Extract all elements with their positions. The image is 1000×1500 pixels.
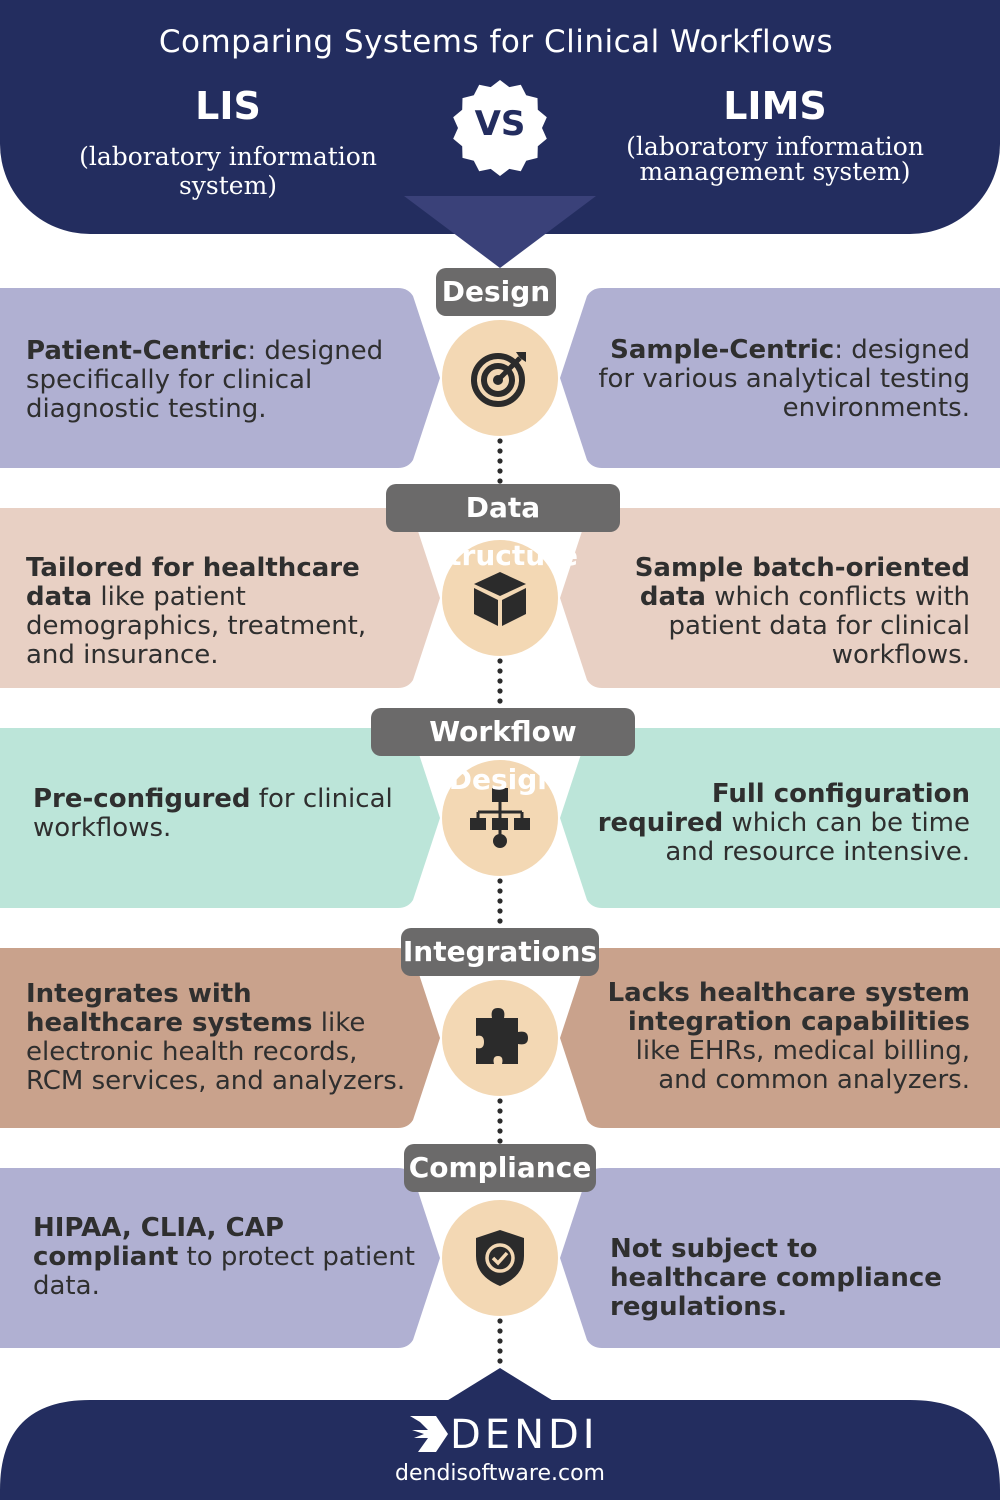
lims-detail: like EHRs, medical billing, and common analyzers. — [635, 1036, 970, 1095]
lims-description — [610, 1235, 970, 1322]
lims-detail: which conflicts with patient data for clinical workflows. — [668, 582, 970, 670]
dendi-logo-mark-icon — [406, 1414, 450, 1454]
lims-description — [580, 554, 970, 670]
lims-subtitle: (laboratory information management system) — [626, 132, 924, 186]
lis-detail: : designed specifically for clinical diagnostic testing. — [26, 336, 384, 424]
section-label: Compliance — [404, 1144, 596, 1192]
lims-highlight: Lacks healthcare system integration capabilities — [607, 978, 970, 1037]
lims-highlight: Sample batch-oriented data — [634, 553, 970, 612]
lims-title: LIMS — [723, 84, 827, 128]
section-label: Integrations — [401, 928, 599, 976]
lis-highlight: Pre-configured — [33, 784, 251, 814]
lis-highlight: Patient-Centric — [26, 336, 248, 366]
lis-description — [33, 785, 423, 843]
lis-highlight: Tailored for healthcare data — [26, 553, 360, 612]
dotted-connector — [497, 1318, 503, 1368]
lims-description — [580, 336, 970, 423]
footer-url: dendisoftware.com — [395, 1461, 605, 1486]
lis-highlight: Integrates with healthcare systems — [26, 979, 313, 1038]
page-title: Comparing Systems for Clinical Workflows — [158, 24, 834, 60]
vs-label: VS — [474, 104, 526, 144]
target-icon — [442, 320, 558, 436]
lims-description — [580, 780, 970, 867]
lis-subtitle: (laboratory information system) — [79, 142, 377, 200]
lis-detail: for clinical workflows. — [33, 784, 393, 843]
section-label: Data Structure — [386, 484, 620, 532]
shield-check-icon — [442, 1200, 558, 1316]
lis-detail: like patient demographics, treatment, and insurance. — [26, 582, 367, 670]
lims-highlight: Not subject to healthcare compliance regulations. — [610, 1234, 942, 1322]
lis-title: LIS — [195, 84, 261, 128]
section-label: Design — [436, 268, 556, 316]
lis-description — [26, 554, 416, 670]
footer-arrow-icon — [445, 1368, 555, 1402]
section-label: Workflow Design — [371, 708, 635, 756]
lims-highlight: Full configuration required — [597, 779, 970, 838]
lis-detail: like electronic health records, RCM services, and analyzers. — [26, 1008, 406, 1096]
lis-description — [26, 980, 416, 1096]
lis-description — [26, 337, 416, 424]
lis-detail: to protect patient data. — [33, 1242, 415, 1301]
lims-detail: : designed for various analytical testing environments. — [598, 335, 970, 423]
lims-highlight: Sample-Centric — [610, 335, 835, 365]
lims-description — [580, 979, 970, 1095]
down-arrow-icon — [404, 196, 596, 268]
dendi-logo — [404, 1412, 599, 1460]
lims-detail: which can be time and resource intensive. — [665, 808, 970, 867]
dendi-logo-text: DENDI — [450, 1412, 599, 1458]
puzzle-icon — [442, 980, 558, 1096]
lis-description — [33, 1214, 423, 1301]
lis-highlight: HIPAA, CLIA, CAP compliant — [33, 1213, 284, 1272]
